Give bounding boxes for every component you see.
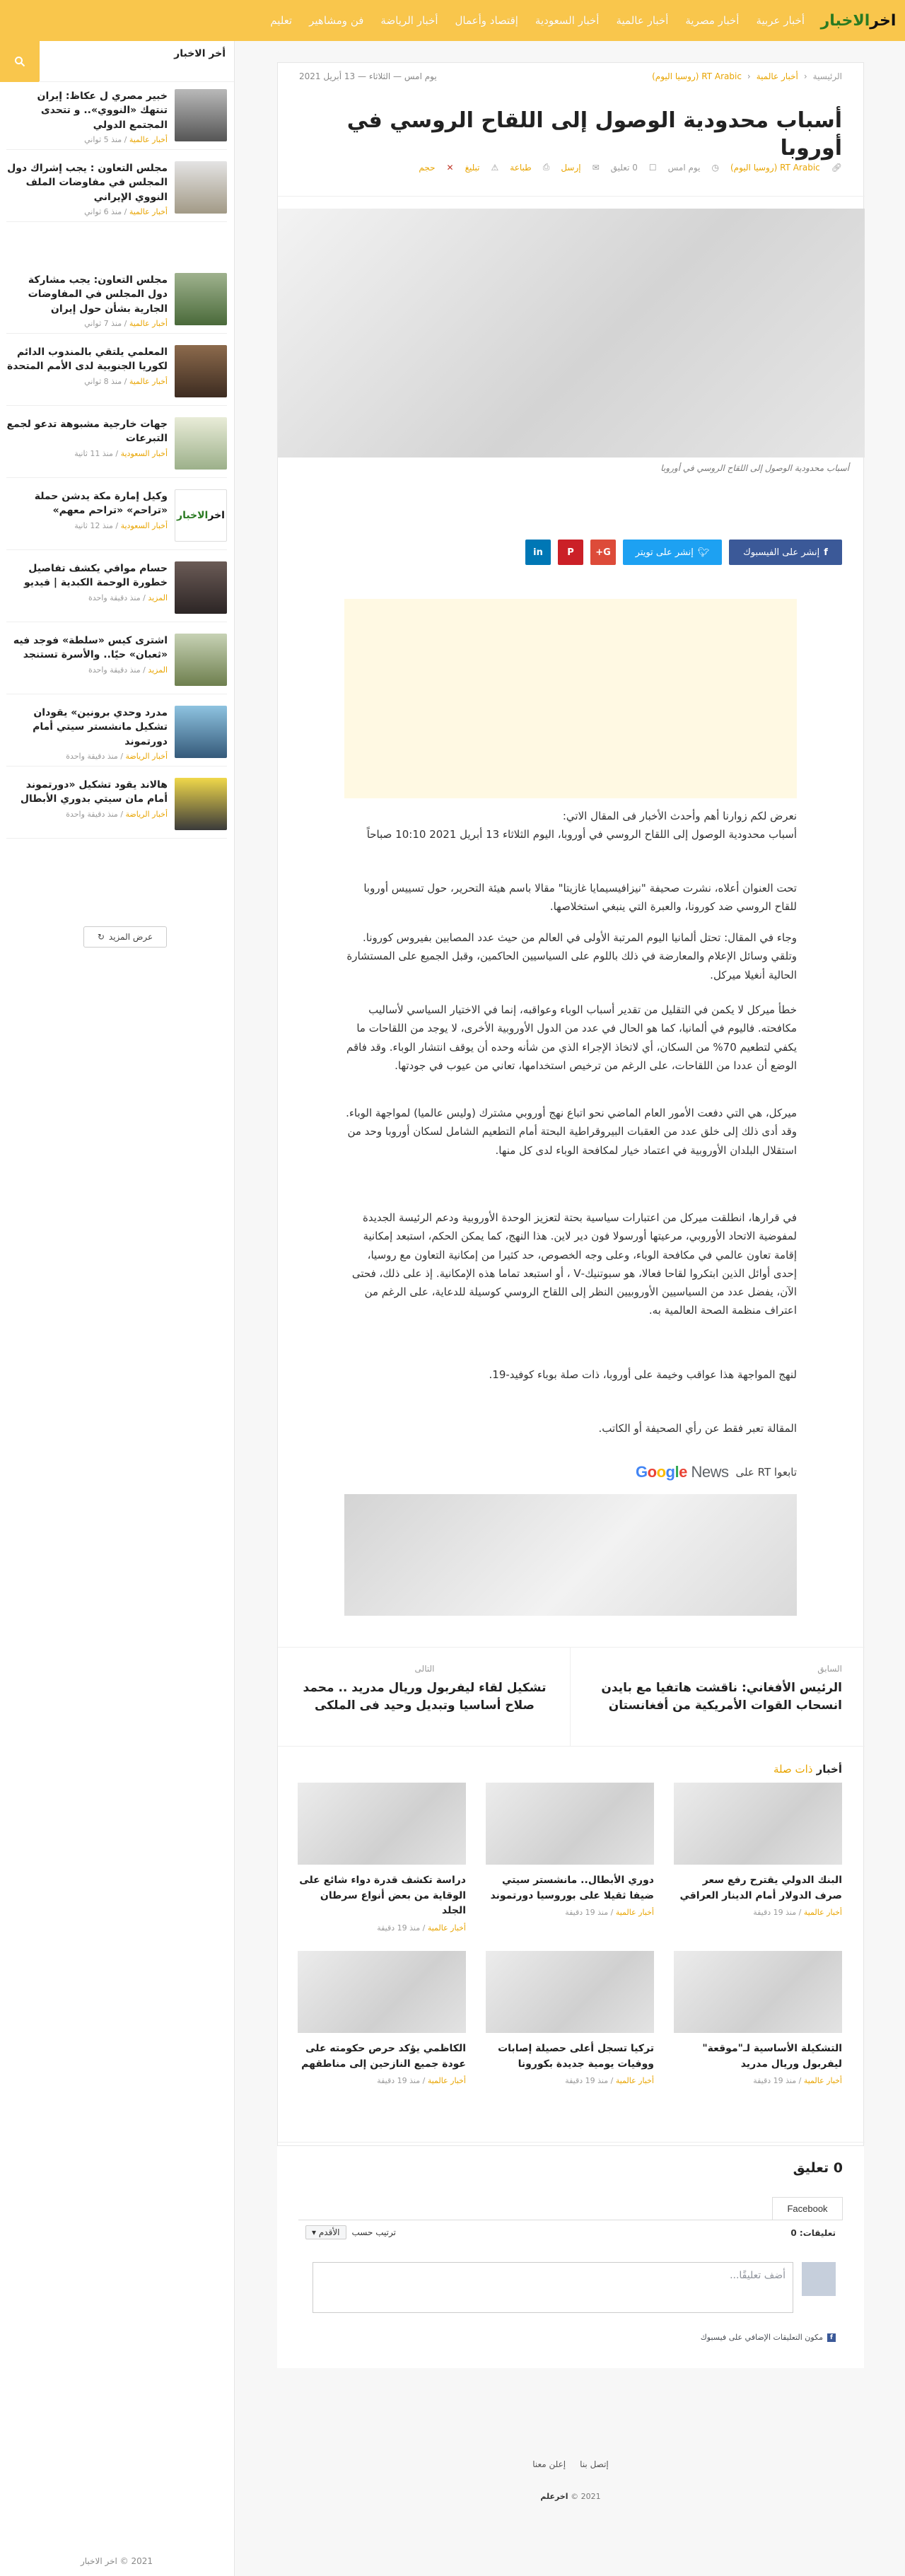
news-time: منذ 7 ثواني	[84, 318, 122, 328]
pinterest-icon: P	[567, 547, 574, 558]
logo-text-2: الاخبار	[820, 11, 870, 30]
comments-section	[277, 2145, 864, 2368]
sort-value: ﺍﻷﻗﺪﻡ	[318, 2227, 340, 2237]
article-paragraph: خطأ ميركل لا يكمن في التقليل من تقدير أسباب الوباء وعواقبه، إنما في الاختيار السياسي لأساليب مكافحته. فاليوم في ألمانيا، كما هو الحال في عدد من الدول الأوروبية الأخرى، لا يوجد من اللقاحات ما يكفي لتطعيم 70% من السكان، أي لاتخاذ الإجراء الذي من شأنه وحده أن يوقف انتشار الوباء. وقد فاقم الوضع أن عددا من اللقاحات، على الرغم من ترخيص استخدامها، تعاني من عيوب في جودتها.	[346, 1003, 797, 1072]
news-time: منذ دقيقة واحدة	[88, 665, 141, 675]
prev-title[interactable]: الرئيس الأفغاني: ناقشت هاتفيا مع بايدن انسحاب القوات الأمريكية من أفغانستان	[601, 1681, 842, 1713]
share-facebook-label: إنشر على الفيسبوك	[743, 547, 820, 558]
related-article[interactable]: البنك الدولي يقترح رفع سعر صرف الدولار أمام الدينار العراقي أخبار عالمية / منذ 19 دقيقة	[674, 1783, 842, 1931]
related-thumbnail[interactable]	[674, 1951, 842, 2033]
gn-letter: e	[679, 1463, 687, 1481]
sidebar-copyright: 2021 © اخر الاخبار	[80, 2556, 153, 2566]
article-title: أسباب محدودية الوصول إلى اللقاح الروسي في أوروبا	[346, 108, 842, 161]
next-title[interactable]: تشكيل لقاء ليفربول وريال مدريد .. محمد صلاح أساسيا وتبديل وحيد فى الملكى	[303, 1681, 547, 1713]
print-link[interactable]: طباعة	[510, 162, 532, 173]
news-thumbnail	[175, 273, 227, 325]
related-time: منذ 19 دقيقة	[753, 1908, 797, 1918]
gn-letter: o	[647, 1463, 657, 1481]
article-card	[277, 62, 864, 2191]
facebook-plugin-link[interactable]	[701, 2333, 836, 2342]
related-category[interactable]: أخبار عالمية	[803, 1908, 842, 1918]
gn-letter: o	[656, 1463, 666, 1481]
related-heading-accent: ذات صلة	[773, 1763, 813, 1776]
divider	[278, 1746, 865, 1747]
related-time: منذ 19 دقيقة	[377, 1923, 421, 1933]
nav-item-saudi[interactable]: أخبار السعودية	[535, 14, 600, 27]
nav-item-celebs[interactable]: فن ومشاهير	[309, 14, 364, 27]
sidebar-news-item[interactable]: اشترى كيس «سلطة» فوجد فيه «ثعبان» حيًا.. والأسرة تستنجد المزيد / منذ دقيقة واحدة	[6, 626, 227, 694]
comments-total: ﺗﻌﻠﻴﻘﺎﺕ: 0	[790, 2228, 836, 2238]
gn-letter: l	[675, 1463, 679, 1481]
related-article[interactable]: الكاظمي يؤكد حرص حكومته على عودة جميع النازحين إلى مناطقهم أخبار عالمية / منذ 19 دقيقة	[298, 1951, 466, 2099]
article-paragraph: ميركل، هي التي دفعت الأمور العام الماضي نحو اتباع نهج أوروبي مشترك (وليس عالميا) لمواجهة الوباء. وقد أدى ذلك إلى خلق عدد من العقبات البيروقراطية البحتة أمام التطعيم الشامل لسكان أوروبا وحد من استقلال البلدان الأوروبية في اعتماد خيار لمكافحة الوباء لدى كل منها.	[346, 1107, 797, 1157]
ad-placeholder	[344, 599, 797, 798]
googleplus-icon: G+	[595, 547, 611, 558]
news-thumbnail	[175, 778, 227, 830]
chevron-left-icon: ‹	[803, 71, 807, 81]
news-category[interactable]: أخبار الرياضة	[125, 751, 168, 761]
sidebar-news-item[interactable]: هالاند يقود تشكيل «دورتموند أمام مان سيتي بدوري الأبطال أخبار الرياضة / منذ دقيقة واحدة	[6, 771, 227, 839]
nav-item-economy[interactable]: إقتصاد وأعمال	[455, 14, 518, 27]
news-category[interactable]: أخبار عالمية	[129, 318, 168, 328]
related-title[interactable]: دراسة تكشف قدرة دواء شائع على الوقاية من بعض أنواع سرطان الجلد	[299, 1875, 466, 1917]
related-time: منذ 19 دقيقة	[753, 2076, 797, 2086]
article-disclaimer: المقالة تعبر فقط عن رأي الصحيفة أو الكاتب.	[598, 1422, 797, 1435]
news-thumbnail	[175, 634, 227, 686]
clock-icon: ◷	[711, 162, 719, 173]
news-category[interactable]: أخبار عالمية	[129, 206, 168, 216]
news-time: منذ 11 ثانية	[74, 448, 113, 458]
news-thumbnail	[175, 89, 227, 141]
news-time: منذ دقيقة واحدة	[88, 593, 141, 602]
sidebar-news-item[interactable]: حسام موافي يكشف تفاصيل خطورة الوحمة الكبدية | فيديو المزيد / منذ دقيقة واحدة	[6, 554, 227, 622]
footer-links	[277, 2459, 864, 2469]
article-source[interactable]: RT Arabic (روسيا اليوم)	[730, 162, 820, 173]
report-link[interactable]: تبليغ	[465, 162, 480, 173]
related-category[interactable]: أخبار عالمية	[803, 2076, 842, 2086]
article-comments-count[interactable]: 0 تعليق	[610, 162, 638, 173]
gn-letter: G	[635, 1463, 648, 1481]
related-time: منذ 19 دقيقة	[377, 2076, 421, 2086]
related-article[interactable]: دوري الأبطال.. مانشستر سيتي ضيفا ثقيلا على بوروسيا دورتموند أخبار عالمية / منذ 19 دقيقة	[486, 1783, 654, 1931]
font-size-link[interactable]: حجم	[419, 162, 436, 173]
news-thumbnail	[175, 345, 227, 397]
related-category[interactable]: أخبار عالمية	[615, 1908, 654, 1918]
share-pinterest-button[interactable]	[558, 540, 583, 565]
news-time: منذ 6 ثواني	[84, 206, 122, 216]
news-headline[interactable]: المعلمي يلتقي بالمندوب الدائم لكوريا الجنوبية لدى الأمم المتحدة	[7, 346, 168, 373]
site-logo[interactable]	[820, 7, 897, 34]
sidebar-news-item[interactable]: المعلمي يلتقي بالمندوب الدائم لكوريا الجنوبية لدى الأمم المتحدة أخبار عالمية / منذ 8 ثواني	[6, 338, 227, 406]
follow-google-news[interactable]	[636, 1463, 797, 1481]
sort-dropdown[interactable]	[305, 2225, 346, 2239]
sort-label: ﺗﺮﺗﻴﺐ ﺣﺴﺐ	[351, 2227, 396, 2237]
news-category[interactable]: أخبار السعودية	[120, 448, 168, 458]
news-headline[interactable]: مدرد وحدي برونين» يقودان تشكيل مانشستر سيتي أمام دورتموند	[33, 707, 168, 747]
news-category[interactable]: المزيد	[148, 593, 168, 602]
comment-icon: ☐	[648, 162, 657, 173]
facebook-icon: f	[827, 2333, 836, 2342]
divider	[278, 196, 865, 197]
nav-item-education[interactable]: تعليم	[270, 14, 293, 27]
show-more-button[interactable]	[83, 926, 167, 948]
news-headline[interactable]: اشترى كيس «سلطة» فوجد فيه «ثعبان» حيًا.. والأسرة تستنجد	[13, 635, 168, 661]
related-title[interactable]: دوري الأبطال.. مانشستر سيتي ضيفا ثقيلا على بوروسيا دورتموند	[490, 1875, 654, 1901]
facebook-comments-tab[interactable]: Facebook	[772, 2197, 843, 2220]
news-category[interactable]: أخبار الرياضة	[125, 809, 168, 819]
sidebar-news-item[interactable]: مجلس التعاون: يجب مشاركة دول المجلس في المفاوضات الجارية بشأن حول إيران أخبار عالمية / منذ 7 ثواني	[6, 266, 227, 334]
top-navbar	[0, 0, 905, 41]
news-time: منذ 12 ثانية	[74, 520, 113, 530]
comment-input[interactable]: ﺃﺿﻒ ﺗﻌﻠﻴﻘًﺎ...	[313, 2262, 793, 2313]
article-paragraph: في قرارها، انطلقت ميركل من اعتبارات سياسية بحتة لتعزيز الوحدة الأوروبية ودعم الرئيسة الجديدة لمفوضية الاتحاد الأوروبي، مرعيتها أورسولا فون دير لاين. هذا النهج، كما يمكن الحكم، استبعد إمكانية إقامة تعاون عالمي في مكافحة الوباء، وعلى وجه الخصوص، حد كثيرا من إمكانية التعاون مع روسيا، إحدى أوائل الذين ابتكروا لقاحا فعالا، هو سبوتنيك-V ، أو استبعد تماما هذه الإمكانية. إذ على ذلك، فحتى الآن، يفضل عدد من السياسيين الأوروبيين النظر إلى اللقاح الروسي كوسيلة للدعاية، على الرغم من اعتراف منظمة الصحة العالمية به.	[351, 1211, 797, 1317]
related-heading-text: أخبار	[816, 1763, 842, 1776]
gn-letter: g	[665, 1463, 675, 1481]
news-thumbnail	[175, 561, 227, 614]
article-paragraph: تحت العنوان أعلاه، نشرت صحيفة "نيزافيسيمايا غازيتا" مقالا باسم هيئة التحرير، حول تسييس أوروبا للقاح الروسي ضد كورونا، والعبرة التي ينبغي استخلاصها.	[363, 882, 797, 914]
related-heading	[773, 1763, 842, 1776]
related-article[interactable]: دراسة تكشف قدرة دواء شائع على الوقاية من بعض أنواع سرطان الجلد أخبار عالمية / منذ 19 دقيقة	[298, 1783, 466, 1931]
twitter-icon: 🐦︎	[697, 547, 710, 558]
sidebar-news-item[interactable]: مدرد وحدي برونين» يقودان تشكيل مانشستر سيتي أمام دورتموند أخبار الرياضة / منذ دقيقة واحدة	[6, 699, 227, 767]
copyright-brand[interactable]: اخرعلم	[540, 2492, 568, 2501]
previous-article[interactable]	[570, 1647, 863, 1746]
related-thumbnail[interactable]	[674, 1783, 842, 1865]
nav-item-sports[interactable]: أخبار الرياضة	[380, 14, 438, 27]
article-date-top: يوم امس — الثلاثاء — 13 أبريل 2021	[299, 71, 437, 81]
latest-news-sidebar	[0, 41, 235, 2576]
comments-sort	[305, 2225, 396, 2239]
article-paragraph: لنهج المواجهة هذا عواقب وخيمة على أوروبا، ذات صلة بوباء كوفيد-19.	[489, 1368, 797, 1381]
prev-label: السابق	[817, 1664, 842, 1674]
sidebar-news-item[interactable]: مجلس التعاون : يجب إشراك دول المجلس في مفاوضات الملف النووي الإيراني أخبار عالمية / منذ 6 ثواني	[6, 154, 227, 222]
nav-item-egypt[interactable]: أخبار مصرية	[685, 14, 740, 27]
share-buttons	[525, 540, 842, 565]
next-article[interactable]	[278, 1647, 571, 1746]
sidebar-title: أخر الاخبار	[39, 41, 234, 82]
article-paragraph: وجاء في المقال: تحتل ألمانيا اليوم المرتبة الأولى في العالم من حيث عدد المصابين بفيروس كورونا. وتلقي وسائل الإعلام والمعارضة في ذلك باللوم على السياسيين الحاكمين، وقبل الجميع على المستشارة الحالية أنغيلا ميركل.	[346, 931, 797, 981]
news-headline[interactable]: جهات خارجية مشبوهة تدعو لجمع التبرعات	[6, 419, 168, 445]
footer-copyright	[277, 2492, 864, 2501]
footer-advertise-link[interactable]: إعلن معنا	[532, 2459, 566, 2469]
news-thumbnail	[175, 417, 227, 470]
news-time: منذ دقيقة واحدة	[66, 751, 118, 761]
news-category[interactable]: أخبار السعودية	[120, 520, 168, 530]
breadcrumb	[652, 71, 842, 81]
news-time: منذ 8 ثواني	[84, 376, 122, 386]
email-link[interactable]: إرسل	[561, 162, 581, 173]
related-article[interactable]: تركيا تسجل أعلى حصيلة إصابات ووفيات يومية جديدة بكورونا أخبار عالمية / منذ 19 دقيقة	[486, 1951, 654, 2099]
avatar	[802, 2262, 836, 2296]
related-title[interactable]: البنك الدولي يقترح رفع سعر صرف الدولار أمام الدينار العراقي	[679, 1875, 842, 1901]
related-category[interactable]: أخبار عالمية	[427, 1923, 466, 1933]
share-twitter-label: إنشر على تويتر	[635, 547, 694, 558]
share-twitter-button[interactable]	[623, 540, 722, 565]
news-time: منذ دقيقة واحدة	[66, 809, 118, 819]
sidebar-news-item[interactable]: جهات خارجية مشبوهة تدعو لجمع التبرعات أخبار السعودية / منذ 11 ثانية	[6, 410, 227, 478]
close-icon[interactable]: ✕	[446, 162, 454, 173]
article-paragraph: نعرض لكم زوارنا أهم وأحدث الأخبار فى المقال الاتي: أسباب محدودية الوصول إلى اللقاح الروسي في أوروبا، اليوم الثلاثاء 13 أبريل 2021 10:10 صباحاً	[366, 810, 797, 841]
google-news-logo	[636, 1463, 728, 1481]
main-nav	[262, 0, 813, 41]
news-category[interactable]: أخبار عالمية	[129, 376, 168, 386]
google-news-banner[interactable]	[344, 1494, 797, 1616]
search-button[interactable]	[0, 41, 40, 82]
divider	[278, 2142, 865, 2143]
related-category[interactable]: أخبار عالمية	[427, 2076, 466, 2086]
warning-icon: ⚠	[491, 162, 499, 173]
related-title[interactable]: التشكيلة الأساسية لـ"موقعة" ليفربول وريال مدريد	[702, 2043, 842, 2070]
copyright-year: 2021 ©	[571, 2492, 601, 2501]
news-time: منذ 5 ثواني	[84, 134, 122, 144]
next-label: التالى	[414, 1664, 435, 1674]
print-icon: ⎙	[542, 162, 550, 172]
article-meta	[419, 162, 842, 173]
email-icon: ✉	[592, 162, 600, 173]
related-category[interactable]: أخبار عالمية	[615, 2076, 654, 2086]
gn-word: News	[687, 1463, 729, 1481]
article-date: يوم امس	[667, 162, 701, 173]
news-headline[interactable]: مجلس التعاون : يجب إشراك دول المجلس في مفاوضات الملف النووي الإيراني	[7, 163, 168, 203]
related-time: منذ 19 دقيقة	[565, 2076, 609, 2086]
related-thumbnail[interactable]	[486, 1951, 654, 2033]
breadcrumb-category[interactable]: أخبار عالمية	[756, 71, 798, 81]
chevron-down-icon: ▾	[312, 2227, 317, 2237]
logo-text: اخر	[870, 11, 897, 30]
news-category[interactable]: أخبار عالمية	[129, 134, 168, 144]
more-label: عرض المزيد	[108, 932, 153, 942]
nav-item-world[interactable]: أخبار عالمية	[616, 14, 669, 27]
facebook-icon: f	[824, 547, 828, 558]
footer-contact-link[interactable]: إتصل بنا	[580, 2459, 609, 2469]
article-hero-image	[278, 209, 865, 457]
related-thumbnail[interactable]	[298, 1951, 466, 2033]
refresh-icon: ↻	[97, 932, 105, 942]
related-time: منذ 19 دقيقة	[565, 1908, 609, 1918]
related-thumbnail[interactable]	[298, 1783, 466, 1865]
share-linkedin-button[interactable]	[525, 540, 551, 565]
news-thumbnail	[175, 161, 227, 214]
related-article[interactable]: التشكيلة الأساسية لـ"موقعة" ليفربول وريال مدريد أخبار عالمية / منذ 19 دقيقة	[674, 1951, 842, 2099]
related-thumbnail[interactable]	[486, 1783, 654, 1865]
plugin-label: ﻣﻜﻮﻥ ﺍﻟﺘﻌﻠﻴﻘﺎﺕ ﺍﻹﺿﺎﻓﻲ ﻋﻠﻰ ﻓﻴﺴﺒﻮﻙ	[700, 2333, 823, 2342]
breadcrumb-source[interactable]: RT Arabic (روسيا اليوم)	[652, 71, 742, 81]
link-icon: 🔗︎	[831, 162, 842, 173]
linkedin-icon: in	[533, 547, 543, 558]
news-headline[interactable]: حسام موافي يكشف تفاصيل خطورة الوحمة الكبدية | فيديو	[24, 563, 168, 589]
sidebar-news-item[interactable]: خبير مصري ل عكاظ: إيران تنتهك «النووي».. و تتحدى المجتمع الدولي أخبار عالمية / منذ 5 ثواني	[6, 82, 227, 150]
related-title[interactable]: الكاظمي يؤكد حرص حكومته على عودة جميع النازحين إلى مناطقهم	[301, 2043, 466, 2070]
news-thumbnail	[175, 706, 227, 758]
news-headline[interactable]: هالاند يقود تشكيل «دورتموند أمام مان سيتي بدوري الأبطال	[20, 779, 168, 805]
sidebar-news-item[interactable]: اخر الاخبار وكيل إمارة مكة يدشن حملة «تراحم» «تراحم معهم» أخبار السعودية / منذ 12 ثانية	[6, 482, 227, 550]
share-facebook-button[interactable]	[729, 540, 842, 565]
news-thumbnail: اخر الاخبار	[175, 489, 227, 542]
nav-item-arab[interactable]: أخبار عربية	[756, 14, 805, 27]
follow-label: تابعوا RT على	[735, 1466, 797, 1479]
news-category[interactable]: المزيد	[148, 665, 168, 675]
image-caption: أسباب محدودية الوصول إلى اللقاح الروسي في أوروبا	[660, 463, 849, 473]
news-headline[interactable]: مجلس التعاون: يجب مشاركة دول المجلس في المفاوضات الجارية بشأن حول إيران	[28, 274, 168, 315]
comments-count: 0 تعليق	[793, 2160, 843, 2176]
news-headline[interactable]: خبير مصري ل عكاظ: إيران تنتهك «النووي».. و تتحدى المجتمع الدولي	[37, 91, 168, 131]
breadcrumb-home[interactable]: الرئيسية	[812, 71, 842, 81]
related-title[interactable]: تركيا تسجل أعلى حصيلة إصابات ووفيات يومية جديدة بكورونا	[498, 2043, 654, 2070]
news-headline[interactable]: وكيل إمارة مكة يدشن حملة «تراحم» «تراحم معهم»	[34, 491, 168, 517]
share-googleplus-button[interactable]	[590, 540, 616, 565]
chevron-left-icon: ‹	[747, 71, 751, 81]
search-icon	[14, 56, 25, 67]
